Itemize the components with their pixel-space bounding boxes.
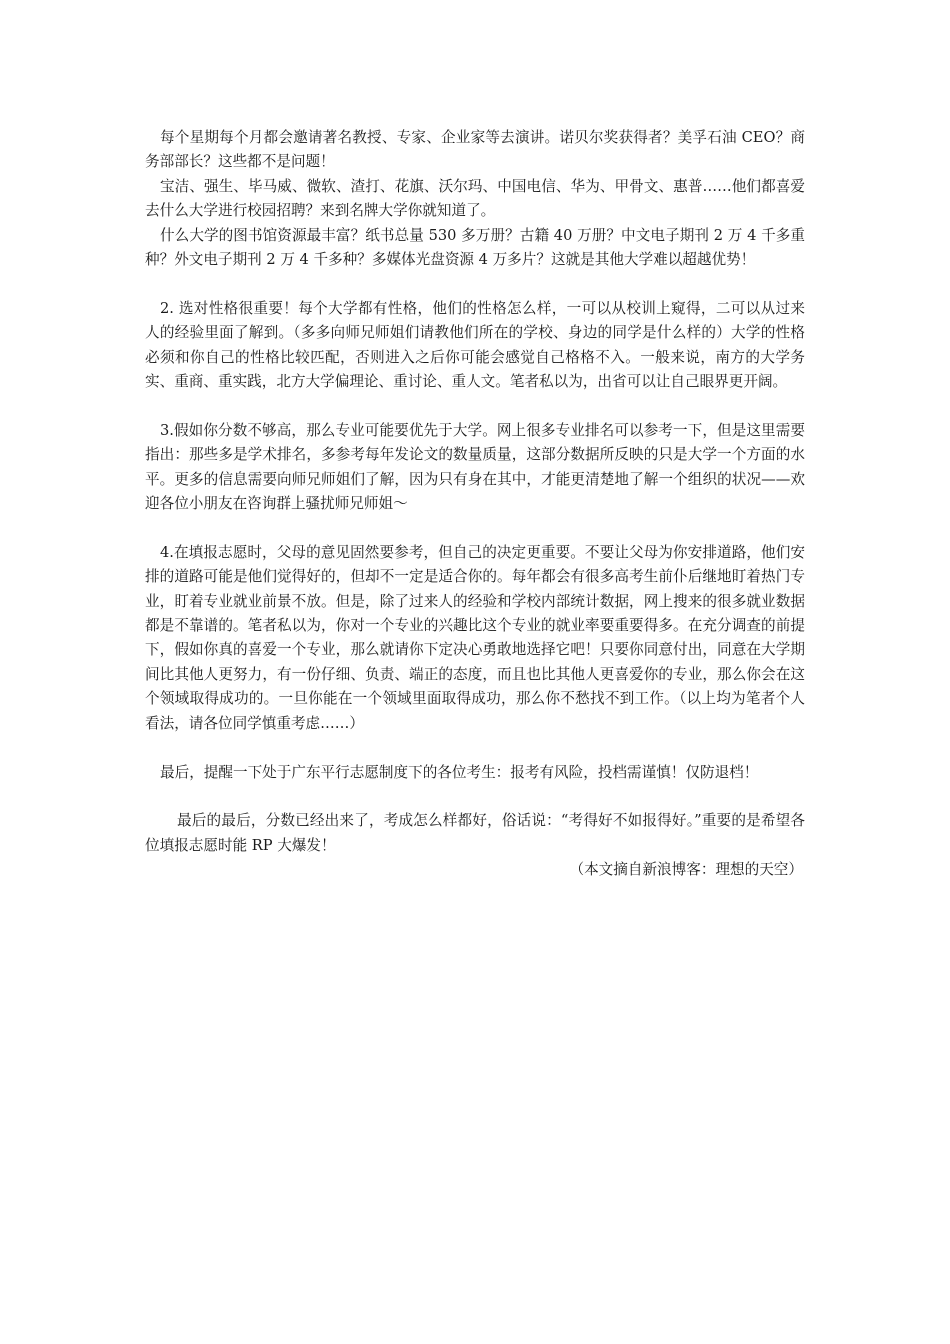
point-3-paragraph: 3.假如你分数不够高，那么专业可能要优先于大学。网上很多专业排名可以参考一下，但是这里需要指出：那些多是学术排名，多参考每年发论文的数量质量，这部分数据所反映的只是大学一个方面的水平。更多的信息需要向师兄师姐们了解，因为只有身在其中，才能更清楚地了解一个组织的状况——欢迎各位小朋友在咨询群上骚扰师兄师姐～ [145,421,805,513]
paragraph-gap [145,516,805,540]
point-2-paragraph: 2. 选对性格很重要！每个大学都有性格，他们的性格怎么样，一可以从校训上窥得，二可以从过来人的经验里面了解到。（多多向师兄师姐们请教他们所在的学校、身边的同学是什么样的）大学的性格必须和你自己的性格比较匹配，否则进入之后你可能会感觉自己格格不入。一般来说，南方的大学务实、重商、重实践，北方大学偏理论、重讨论、重人文。笔者私以为，出省可以让自己眼界更开阔。 [145,299,805,391]
closing-paragraph: 最后的最后，分数已经出来了，考成怎么样都好，俗话说：“考得好不如报得好。”重要的是希望各位填报志愿时能 RP 大爆发！ [145,812,805,854]
document-page [145,126,805,883]
intro-paragraph-2: 宝洁、强生、毕马威、微软、渣打、花旗、沃尔玛、中国电信、华为、甲骨文、惠普……他们都喜爱去什么大学进行校园招聘？来到名牌大学你就知道了。 [145,177,805,220]
source-attribution: （本文摘自新浪博客：理想的天空） [569,861,803,879]
paragraph-gap [145,785,805,809]
point-4-paragraph: 4.在填报志愿时，父母的意见固然要参考，但自己的决定更重要。不要让父母为你安排道路，他们安排的道路可能是他们觉得好的，但却不一定是适合你的。每年都会有很多高考生前仆后继地盯着热门专业，盯着专业就业前景不放。但是，除了过来人的经验和学校内部统计数据，网上搜来的很多就业数据都是不靠谱的。笔者私以为，你对一个专业的兴趣比这个专业的就业率要重要得多。在充分调查的前提下，假如你真的喜爱一个专业，那么就请你下定决心勇敢地选择它吧！只要你同意付出，同意在大学期间比其他人更努力，有一份仔细、负责、端正的态度，而且也比其他人更喜爱你的专业，那么你会在这个领域取得成功的。一旦你能在一个领域里面取得成功，那么你不愁找不到工作。（以上均为笔者个人看法，请各位同学慎重考虑……） [145,543,805,732]
paragraph-gap [145,394,805,418]
paragraph-gap [145,272,805,296]
paragraph-gap [145,736,805,760]
reminder-paragraph: 最后，提醒一下处于广东平行志愿制度下的各位考生：报考有风险，投档需谨慎！仅防退档！ [160,763,759,781]
intro-paragraph-3: 什么大学的图书馆资源最丰富？纸书总量 530 多万册？古籍 40 万册？中文电子期刊 2 万 4 千多重种？外文电子期刊 2 万 4 千多种？多媒体光盘资源 4 万多片？这就是其他大学难以超越优势！ [145,226,805,269]
intro-paragraph-1: 每个星期每个月都会邀请著名教授、专家、企业家等去演讲。诺贝尔奖获得者？美孚石油 CEO？商务部部长？这些都不是问题！ [145,129,805,171]
